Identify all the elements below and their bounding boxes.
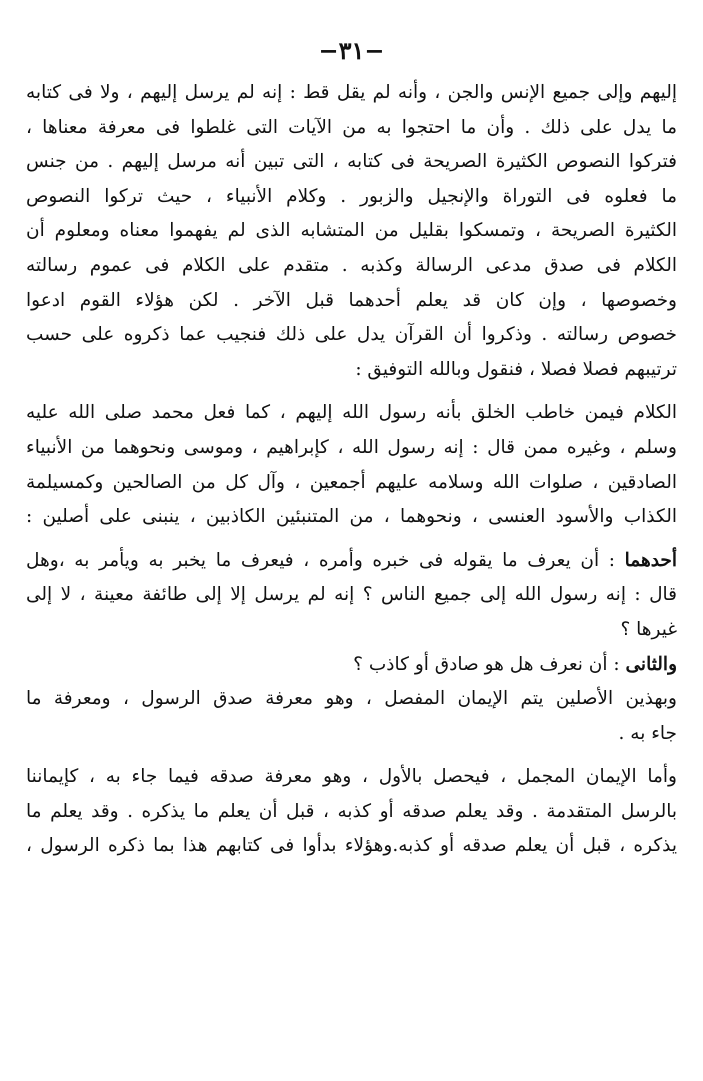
text-line <box>26 648 677 683</box>
line-text: : أن نعرف هل هو صادق أو كاذب ؟ <box>353 653 626 675</box>
text-line: قال : إنه رسول الله إلى جميع الناس ؟ إنه لم يرسل إلا إلى طائفة معينة ، لا إلى <box>26 584 677 606</box>
paragraph-spacer <box>26 535 677 544</box>
text-line: ما يدل على ذلك . وأن ما احتجوا به من الآيات التى غلطوا فى معرفة معناها ، <box>26 116 677 138</box>
text-line: الكلام فى صدق مدعى الرسالة وكذبه . متقدم على الكلام فى عموم رسالته <box>26 254 677 276</box>
text-line: وسلم ، وغيره ممن قال : إنه رسول الله ، كإبراهيم ، وموسى ونحوهما من الأنبياء <box>26 436 677 458</box>
page-number: −٣١− <box>318 36 385 65</box>
text-line: ترتيبهم فصلا فصلا ، فنقول وبالله التوفيق : <box>355 358 677 380</box>
lead-word: والثانى <box>625 653 677 675</box>
text-line: وخصوصها ، وإن كان قد يعلم أحدهما قبل الآخر . لكن هؤلاء القوم ادعوا <box>26 289 677 311</box>
text-line: إليهم وإلى جميع الإنس والجن ، وأنه لم يقل قط : إنه لم يرسل إليهم ، ولا فى كتابه <box>26 82 677 103</box>
paragraph-2 <box>26 396 677 534</box>
text-line: غيرها ؟ <box>620 618 677 640</box>
lead-word: أحدهما <box>624 549 677 571</box>
paragraph-spacer <box>26 751 677 760</box>
text-line <box>26 544 677 579</box>
line-text: : أن يعرف ما يقوله فى خبره وأمره ، فيعرف ما يخبر به ويأمر به ،وهل <box>26 549 625 571</box>
text-line: الكثيرة الصريحة ، وتمسكوا بقليل من المتشابه الذى لم يفهموا معناه ومعلوم أن <box>26 220 677 242</box>
paragraph-spacer <box>26 387 677 396</box>
text-line: الكلام فيمن خاطب الخلق بأنه رسول الله إليهم ، كما فعل محمد صلى الله عليه <box>26 402 677 424</box>
paragraph-3 <box>26 544 677 752</box>
paragraph-1 <box>26 76 677 387</box>
text-line: يذكره ، قبل أن يعلم صدقه أو كذبه.وهؤلاء بدأوا فى كتابهم هذا بما ذكره الرسول ، <box>26 835 677 857</box>
text-line: جاء به . <box>618 722 677 744</box>
paragraph-4 <box>26 760 677 864</box>
text-line: الكذاب والأسود العنسى ، ونحوهما ، من المتنبئين الكاذبين ، ينبنى على أصلين : <box>26 506 677 528</box>
text-line: وأما الإيمان المجمل ، فيحصل بالأول ، وهو معرفة صدقه فيما جاء به ، كإيماننا <box>26 766 677 788</box>
text-line: الصادقين ، صلوات الله وسلامه عليهم أجمعين ، وآل كل من الصالحين وكمسيلمة <box>26 471 677 493</box>
text-line: ما فعلوه فى التوراة والإنجيل والزبور . وكلام الأنبياء ، حيث تركوا النصوص <box>26 185 677 207</box>
text-line: فتركوا النصوص الكثيرة الصريحة فى كتابه ، التى تبين أنه مرسل إليهم . من جنس <box>26 151 677 173</box>
text-line: خصوص رسالته . وذكروا أن القرآن يدل على ذلك فنجيب عما ذكروه على حسب <box>26 324 677 346</box>
text-line: بالرسل المتقدمة . وقد يعلم صدقه أو كذبه ، قبل أن يعلم ما يذكره . وقد يعلم ما <box>26 800 677 822</box>
body-text <box>26 76 677 864</box>
text-line: وبهذين الأصلين يتم الإيمان المفصل ، وهو معرفة صدق الرسول ، ومعرفة ما <box>26 688 677 710</box>
